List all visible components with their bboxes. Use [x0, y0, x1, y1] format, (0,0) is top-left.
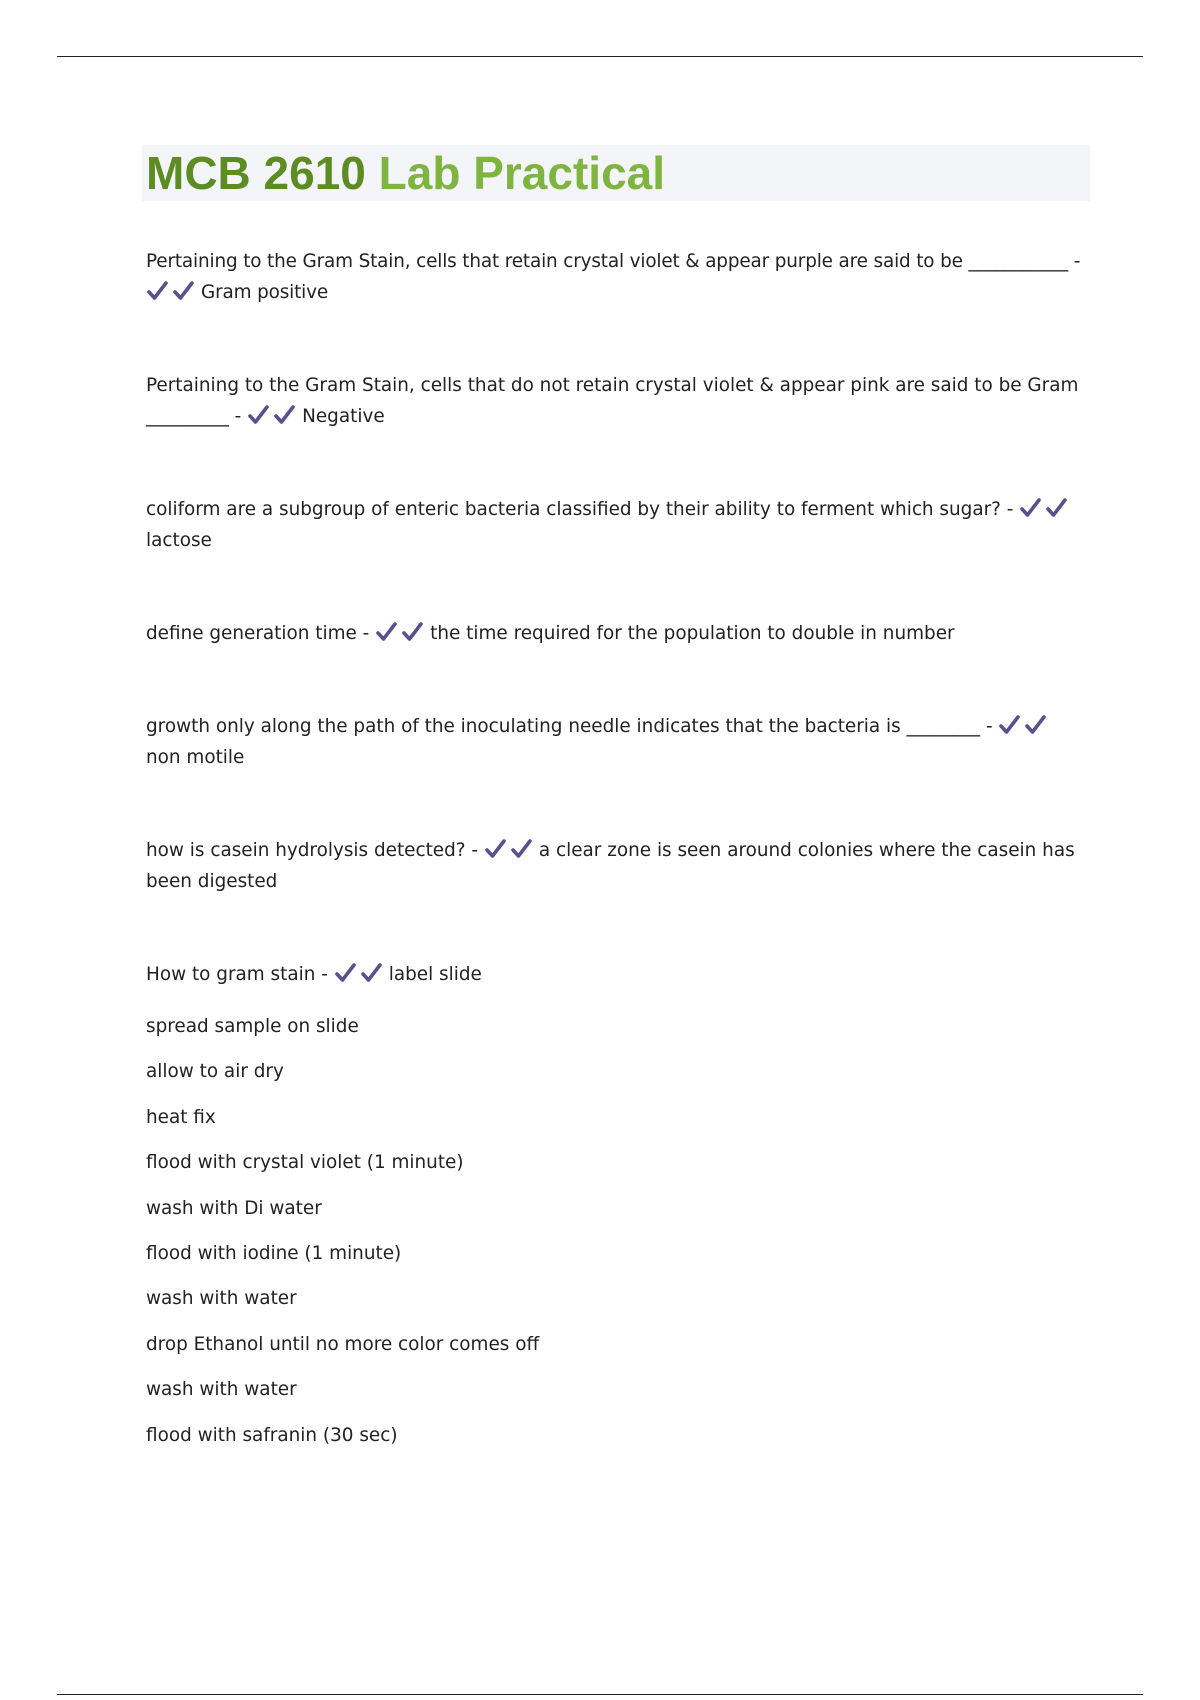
answer-text: Gram positive	[201, 282, 329, 303]
step-item: allow to air dry	[146, 1061, 284, 1083]
top-rule	[57, 56, 1143, 57]
qa-entry	[146, 494, 1086, 556]
question-text: coliform are a subgroup of enteric bacteria classified by their ability to ferment which sugar? -	[146, 499, 1014, 520]
qa-entry	[146, 835, 1086, 897]
question-text: define generation time -	[146, 623, 370, 644]
title-course-code: MCB 2610	[146, 147, 366, 199]
answer-text: a clear zone is seen around colonies where the casein has been digested	[146, 840, 1075, 892]
bottom-rule	[57, 1694, 1143, 1695]
step-item: wash with water	[146, 1379, 297, 1401]
answer-text: the time required for the population to double in number	[430, 623, 955, 644]
answer-text: Negative	[302, 406, 385, 427]
answer-text: label slide	[388, 964, 482, 985]
qa-entry	[146, 618, 1086, 649]
page-title	[146, 146, 665, 200]
question-text: Pertaining to the Gram Stain, cells that do not retain crystal violet & appear pink are said to be Gram _________ -	[146, 375, 1079, 427]
qa-entry	[146, 370, 1086, 432]
step-item: drop Ethanol until no more color comes off	[146, 1333, 540, 1355]
qa-entry	[146, 246, 1086, 308]
step-item: spread sample on slide	[146, 1016, 359, 1037]
step-item: wash with water	[146, 1288, 297, 1310]
question-text: how is casein hydrolysis detected? -	[146, 840, 479, 861]
question-text: Pertaining to the Gram Stain, cells that retain crystal violet & appear purple are said to be ___________ -	[146, 251, 1081, 272]
title-subject: Lab Practical	[378, 147, 666, 199]
step-item: flood with iodine (1 minute)	[146, 1243, 402, 1265]
qa-entry	[146, 959, 1086, 1458]
step-item: flood with crystal violet (1 minute)	[146, 1152, 464, 1174]
double-check-icon	[1019, 498, 1071, 518]
gram-stain-steps	[146, 1004, 1086, 1458]
question-list	[146, 246, 1086, 1458]
question-text: How to gram stain -	[146, 964, 328, 985]
double-check-icon	[375, 622, 427, 642]
question-text: growth only along the path of the inoculating needle indicates that the bacteria is ________ -	[146, 716, 993, 737]
qa-entry	[146, 711, 1086, 773]
double-check-icon	[146, 281, 198, 301]
double-check-icon	[484, 839, 536, 859]
double-check-icon	[247, 405, 299, 425]
step-item: heat fix	[146, 1106, 216, 1128]
answer-text: lactose	[146, 530, 212, 551]
double-check-icon	[998, 715, 1050, 735]
step-item: flood with safranin (30 sec)	[146, 1424, 398, 1446]
answer-text: non motile	[146, 747, 245, 768]
step-item: wash with Di water	[146, 1197, 322, 1219]
double-check-icon	[334, 963, 386, 983]
